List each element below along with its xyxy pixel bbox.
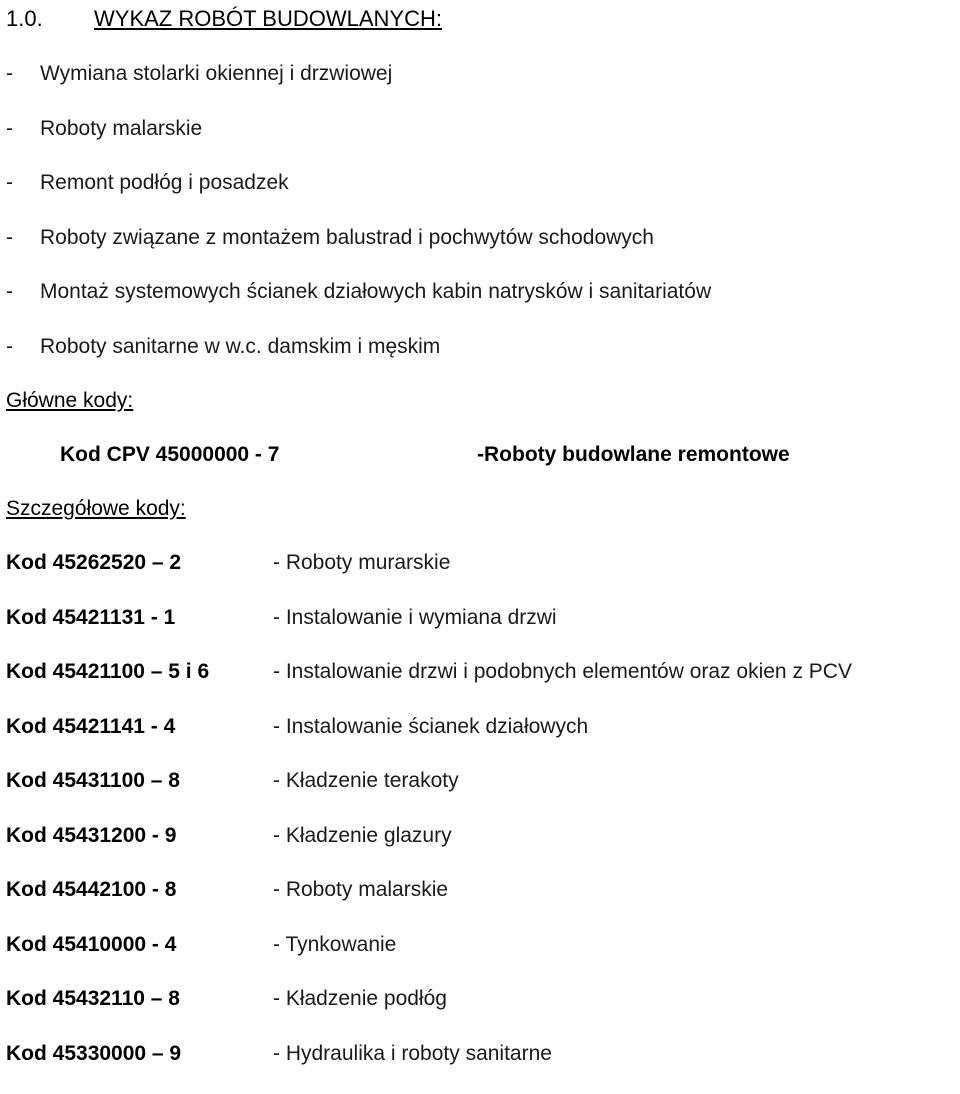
detail-codes-list xyxy=(6,549,956,1094)
detail-code-row xyxy=(6,1040,956,1094)
detail-code: Kod 45421100 – 5 i 6 xyxy=(6,658,209,686)
detail-description: - Kładzenie glazury xyxy=(273,822,452,850)
detail-code-row xyxy=(6,822,956,877)
main-code-value: Kod CPV 45000000 - 7 xyxy=(60,441,279,469)
detail-code: Kod 45421131 - 1 xyxy=(6,604,175,632)
detail-code: Kod 45442100 - 8 xyxy=(6,876,176,904)
detail-code: Kod 45421141 - 4 xyxy=(6,713,175,741)
work-item-text: Roboty sanitarne w w.c. damskim i męskim xyxy=(40,335,440,358)
list-dash: - xyxy=(6,333,40,361)
detail-description: - Kładzenie terakoty xyxy=(273,767,459,795)
detail-code: Kod 45410000 - 4 xyxy=(6,931,176,959)
works-list xyxy=(6,60,711,388)
section-title: WYKAZ ROBÓT BUDOWLANYCH: xyxy=(94,6,442,31)
detail-description: - Hydraulika i roboty sanitarne xyxy=(273,1040,552,1068)
work-item xyxy=(6,169,711,224)
work-item xyxy=(6,60,711,115)
work-item xyxy=(6,333,711,388)
detail-code: Kod 45330000 – 9 xyxy=(6,1040,181,1068)
work-item-text: Montaż systemowych ścianek działowych kabin natrysków i sanitariatów xyxy=(40,280,711,303)
list-dash: - xyxy=(6,115,40,143)
detail-code-row xyxy=(6,931,956,986)
detail-code-row xyxy=(6,876,956,931)
detail-codes-label: Szczegółowe kody: xyxy=(6,495,186,523)
detail-code-row xyxy=(6,658,956,713)
work-item-text: Remont podłóg i posadzek xyxy=(40,171,289,194)
main-codes-label: Główne kody: xyxy=(6,387,133,415)
detail-description: - Roboty malarskie xyxy=(273,876,448,904)
detail-code: Kod 45432110 – 8 xyxy=(6,985,180,1013)
list-dash: - xyxy=(6,60,40,88)
section-number: 1.0. xyxy=(6,6,94,32)
detail-code: Kod 45431200 - 9 xyxy=(6,822,176,850)
work-item-text: Wymiana stolarki okiennej i drzwiowej xyxy=(40,62,392,85)
detail-code-row xyxy=(6,713,956,768)
detail-code-row xyxy=(6,549,956,604)
detail-code: Kod 45262520 – 2 xyxy=(6,549,181,577)
section-heading xyxy=(6,6,442,32)
work-item-text: Roboty związane z montażem balustrad i pochwytów schodowych xyxy=(40,226,654,249)
detail-description: - Kładzenie podłóg xyxy=(273,985,447,1013)
detail-description: - Tynkowanie xyxy=(273,931,396,959)
detail-description: - Instalowanie ścianek działowych xyxy=(273,713,588,741)
detail-code-row xyxy=(6,985,956,1040)
work-item-text: Roboty malarskie xyxy=(40,117,202,140)
work-item xyxy=(6,278,711,333)
detail-description: - Instalowanie drzwi i podobnych elementów oraz okien z PCV xyxy=(273,658,852,686)
main-code-description: -Roboty budowlane remontowe xyxy=(477,441,790,469)
detail-description: - Instalowanie i wymiana drzwi xyxy=(273,604,557,632)
work-item xyxy=(6,115,711,170)
list-dash: - xyxy=(6,169,40,197)
detail-code: Kod 45431100 – 8 xyxy=(6,767,180,795)
list-dash: - xyxy=(6,278,40,306)
detail-code-row xyxy=(6,604,956,659)
work-item xyxy=(6,224,711,279)
detail-code-row xyxy=(6,767,956,822)
list-dash: - xyxy=(6,224,40,252)
detail-description: - Roboty murarskie xyxy=(273,549,450,577)
